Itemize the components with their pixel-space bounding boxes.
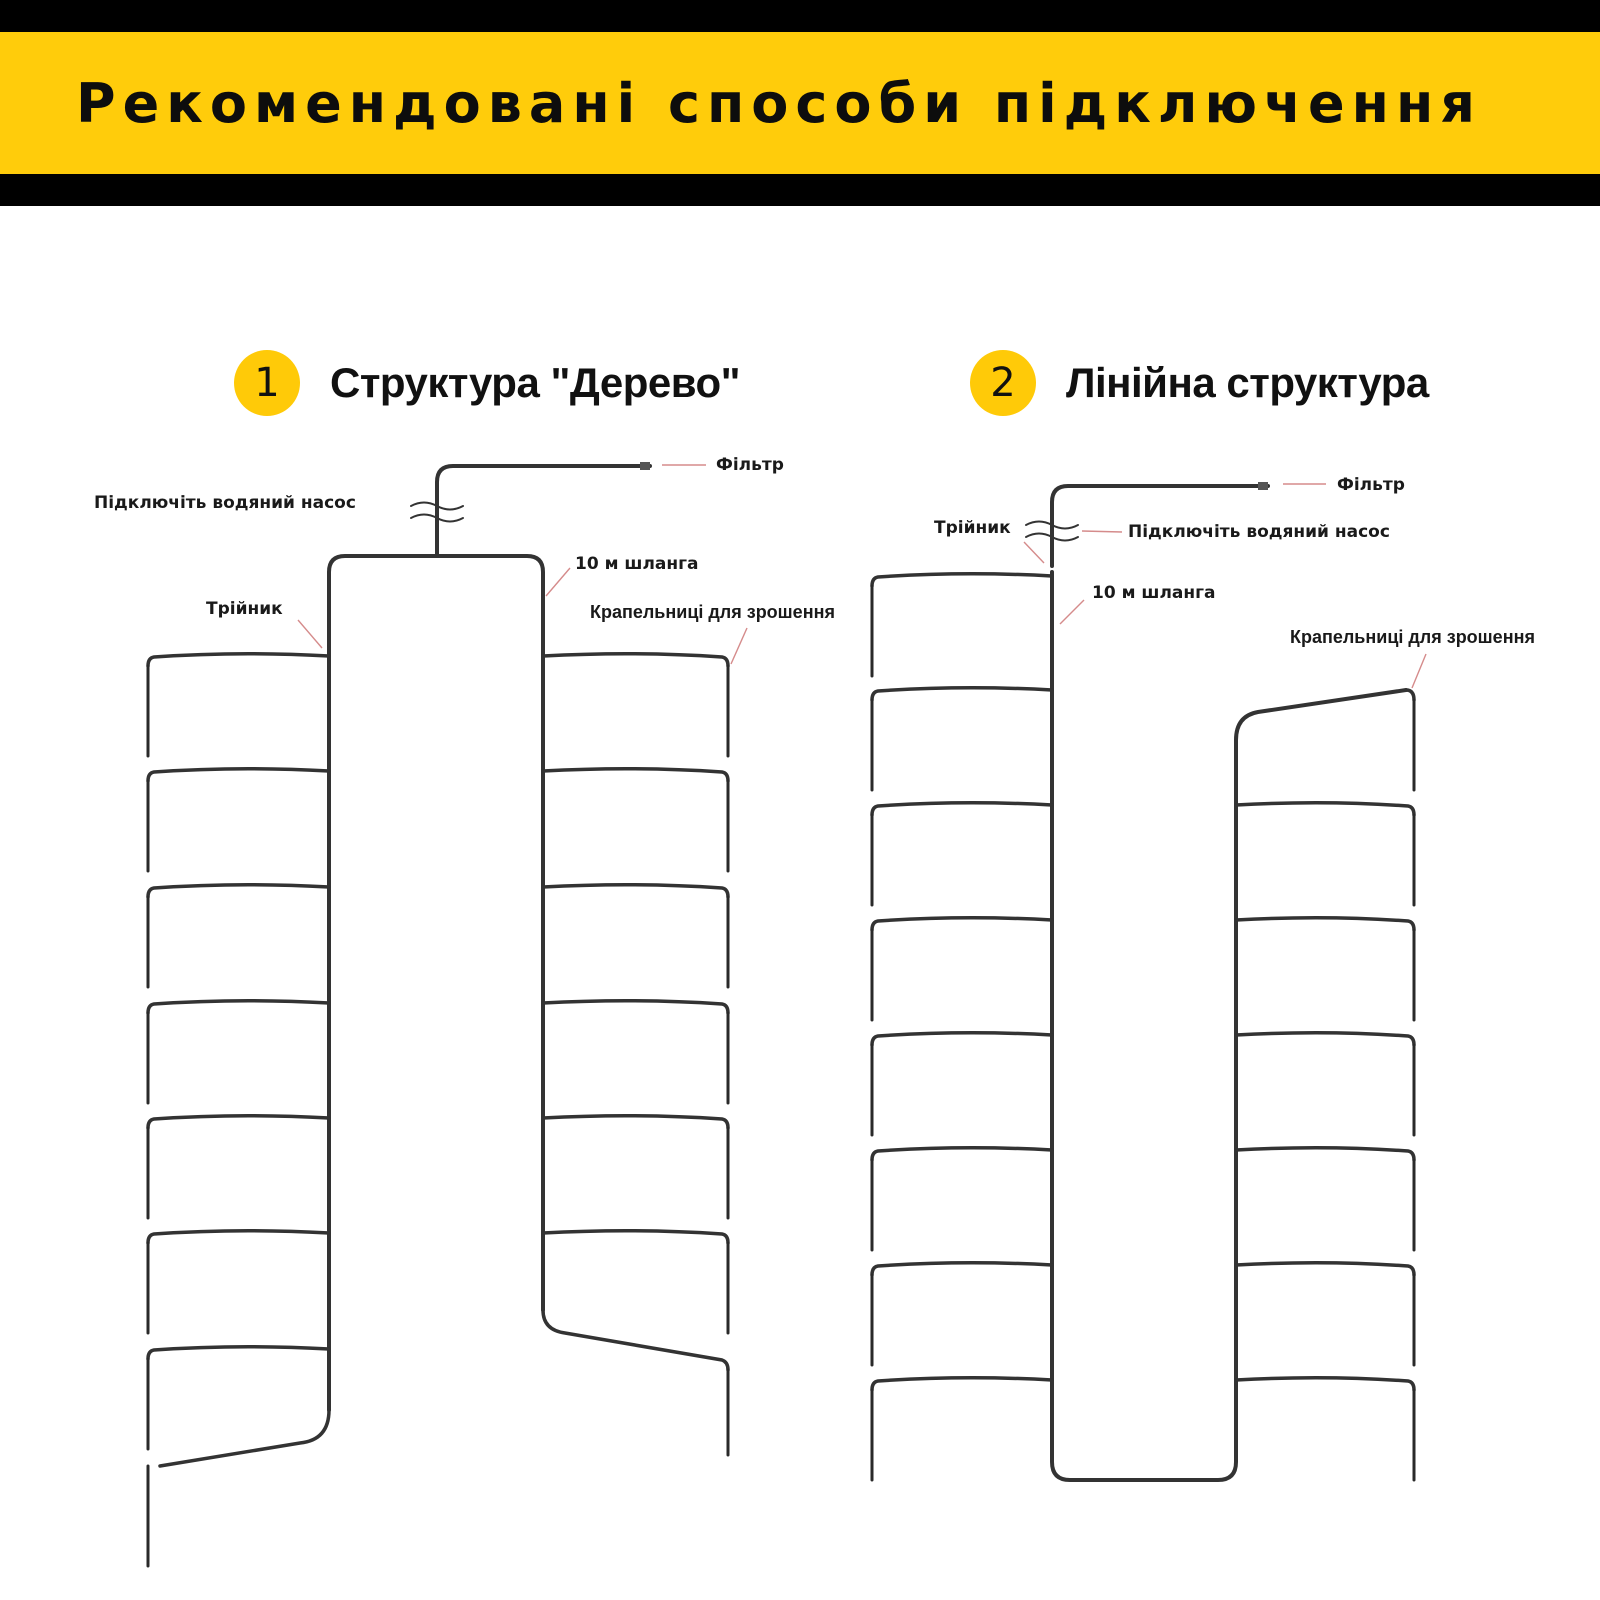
page-title: Рекомендовані способи підключення (76, 71, 1482, 135)
linear-left-branch-3-hose (872, 803, 1052, 815)
tree-structure-diagram (148, 462, 728, 1566)
tree-pump-label: Підключіть водяний насос (94, 493, 356, 513)
tree-right-branch-2-hose (543, 769, 728, 781)
linear-drippers-label: Крапельниці для зрошення (1290, 627, 1535, 647)
tree-left-branch-5-hose (148, 1116, 329, 1128)
tree-main-loop (329, 556, 543, 1410)
section-2-title: Лінійна структура (1066, 359, 1429, 406)
tree-filter-label-group (662, 455, 784, 475)
tree-pump-label-group (94, 493, 356, 513)
linear-right-branch-5-hose (1236, 1148, 1414, 1160)
linear-pump-label-group (1082, 522, 1390, 542)
linear-right-branch-3-hose (1236, 918, 1414, 930)
linear-left-branch-6-hose (872, 1148, 1052, 1160)
linear-filter-fitting (1258, 482, 1268, 490)
tree-right-branch-4-hose (543, 1001, 728, 1013)
tree-right-branch-5-hose (543, 1116, 728, 1128)
section-1-title: Структура "Дерево" (330, 359, 741, 406)
linear-left-branch-7-hose (872, 1263, 1052, 1275)
linear-main-loop (1052, 572, 1406, 1480)
tree-left-branch-3-hose (148, 885, 329, 897)
tree-left-branch-2-hose (148, 769, 329, 781)
linear-left-branch-4-hose (872, 918, 1052, 930)
tree-left-branch-4-hose (148, 1001, 329, 1013)
tree-right-branch-7-hose (543, 1310, 728, 1370)
section-2-number-badge: 2 (970, 350, 1036, 416)
linear-drippers-label-group (1290, 627, 1535, 688)
linear-left-branch-5-hose (872, 1033, 1052, 1045)
tree-hose-label: 10 м шланга (575, 554, 699, 574)
tree-right-branch-6-hose (543, 1231, 728, 1243)
tree-tee-label-group (206, 599, 322, 648)
linear-left-branch-8-hose (872, 1378, 1052, 1390)
tree-tee-label: Трійник (206, 599, 283, 619)
linear-tee-label: Трійник (934, 518, 1011, 538)
linear-filter-label: Фільтр (1337, 475, 1405, 495)
tree-left-branch-6-hose (148, 1231, 329, 1243)
linear-right-branch-6-hose (1236, 1263, 1414, 1275)
linear-left-branch-2-hose (872, 688, 1052, 700)
linear-right-branch-7-hose (1236, 1378, 1414, 1390)
linear-hose-label: 10 м шланга (1092, 583, 1216, 603)
tree-drippers-label: Крапельниці для зрошення (590, 602, 835, 622)
linear-filter-label-group (1283, 475, 1405, 495)
tree-right-branch-3-hose (543, 885, 728, 897)
section-1-number-badge: 1 (234, 350, 300, 416)
linear-pump-label: Підключіть водяний насос (1128, 522, 1390, 542)
tree-supply-hose (437, 466, 650, 554)
linear-left-branch-1-hose (872, 574, 1052, 586)
tree-filter-label: Фільтр (716, 455, 784, 475)
tree-hose-label-group (546, 554, 698, 596)
linear-right-branch-2-hose (1236, 803, 1414, 815)
linear-right-branch-1-hose (1406, 690, 1414, 700)
tree-left-branch-1-hose (148, 654, 329, 666)
tree-left-branch-7-hose (148, 1347, 329, 1359)
tree-filter-fitting (640, 462, 650, 470)
tree-right-branch-1-hose (543, 654, 728, 666)
tree-left-branch-8-hose (160, 1410, 329, 1466)
linear-hose-label-group (1060, 583, 1215, 624)
linear-right-branch-4-hose (1236, 1033, 1414, 1045)
